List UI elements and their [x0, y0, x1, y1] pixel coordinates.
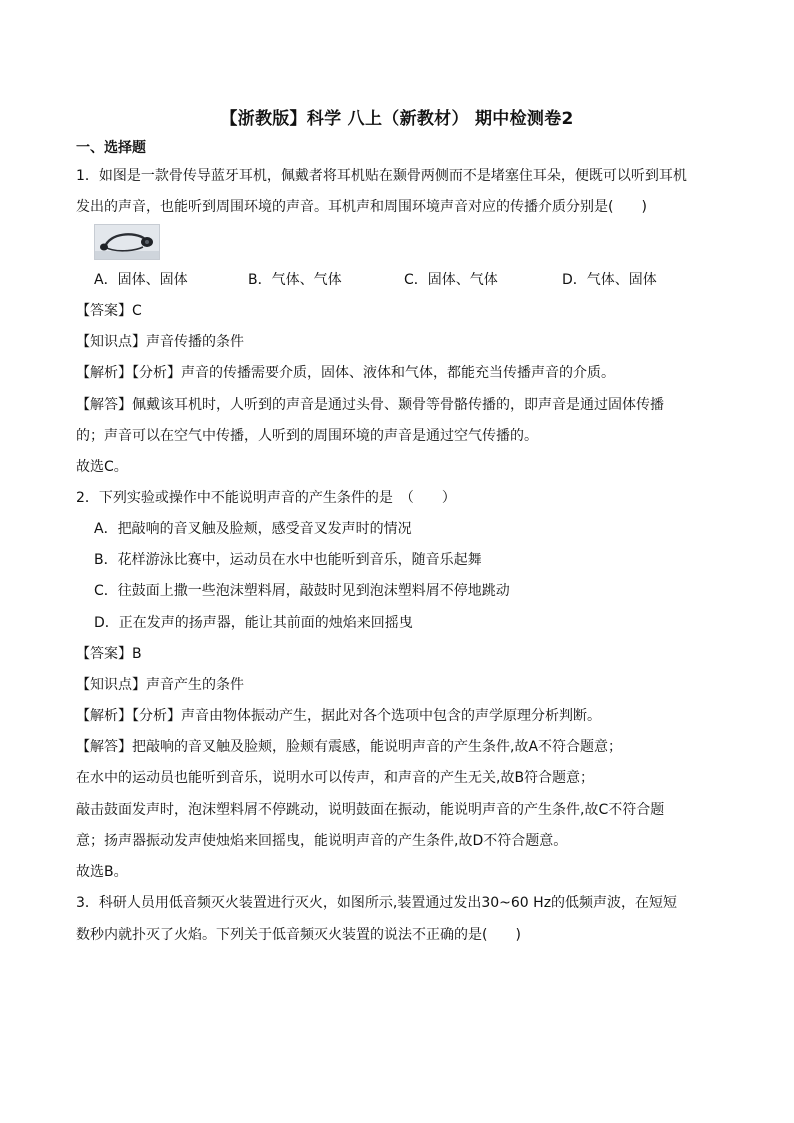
q1-option-a: A．固体、固体	[94, 272, 188, 288]
q1-knowledge-point: 【知识点】声音传播的条件	[76, 334, 244, 350]
q2-answer: 【答案】B	[76, 646, 142, 662]
q2-option-a: A．把敲响的音叉触及脸颊，感受音叉发声时的情况	[94, 521, 412, 537]
q2-analysis: 【解析】【分析】声音由物体振动产生，据此对各个选项中包含的声学原理分析判断。	[76, 708, 601, 724]
q1-stem-line-1: 1．如图是一款骨传导蓝牙耳机，佩戴者将耳机贴在颞骨两侧而不是堵塞住耳朵，便既可以听到耳机	[76, 168, 687, 184]
q1-analysis: 【解析】【分析】声音的传播需要介质，固体、液体和气体，都能充当传播声音的介质。	[76, 365, 615, 381]
q3-stem-line-2: 数秒内就扑灭了火焰。下列关于低音频灭火装置的说法不正确的是( )	[76, 927, 521, 943]
page-title: 【浙教版】科学 八上（新教材） 期中检测卷2	[220, 109, 574, 129]
q2-knowledge-point: 【知识点】声音产生的条件	[76, 677, 244, 693]
q1-stem-line-2: 发出的声音，也能听到周围环境的声音。耳机声和周围环境声音对应的传播介质分别是( )	[76, 199, 647, 215]
q1-option-b: B．气体、气体	[248, 272, 342, 288]
q1-answer: 【答案】C	[76, 303, 142, 319]
q2-option-d: D．正在发声的扬声器，能让其前面的烛焰来回摇曳	[94, 615, 413, 631]
q2-solution-line-2: 在水中的运动员也能听到音乐，说明水可以传声，和声音的产生无关,故B符合题意；	[76, 770, 595, 786]
q2-solution-line-1: 【解答】把敲响的音叉触及脸颊，脸颊有震感，能说明声音的产生条件,故A不符合题意；	[76, 739, 623, 755]
q3-stem-line-1: 3．科研人员用低音频灭火装置进行灭火，如图所示,装置通过发出30~60 Hz的低频声波，在短短	[76, 895, 678, 911]
q2-stem: 2．下列实验或操作中不能说明声音的产生条件的是 （ ）	[76, 490, 456, 506]
q1-option-c: C．固体、气体	[404, 272, 498, 288]
q2-solution-line-3: 敲击鼓面发声时，泡沫塑料屑不停跳动，说明鼓面在振动，能说明声音的产生条件,故C不符合题	[76, 802, 665, 818]
q1-solution-line-1: 【解答】佩戴该耳机时，人听到的声音是通过头骨、颞骨等骨骼传播的，即声音是通过固体传播	[76, 397, 664, 413]
q1-conclusion: 故选C。	[76, 459, 128, 475]
q1-option-d: D．气体、固体	[562, 272, 657, 288]
section-heading: 一、选择题	[76, 140, 146, 156]
q1-solution-line-2: 的；声音可以在空气中传播，人听到的周围环境的声音是通过空气传播的。	[76, 428, 538, 444]
earphone-image	[94, 224, 160, 260]
q2-option-b: B．花样游泳比赛中，运动员在水中也能听到音乐，随音乐起舞	[94, 552, 482, 568]
q2-option-c: C．往鼓面上撒一些泡沫塑料屑，敲鼓时见到泡沫塑料屑不停地跳动	[94, 583, 510, 599]
q2-conclusion: 故选B。	[76, 864, 128, 880]
q2-solution-line-4: 意；扬声器振动发声使烛焰来回摇曳，能说明声音的产生条件,故D不符合题意。	[76, 833, 568, 849]
